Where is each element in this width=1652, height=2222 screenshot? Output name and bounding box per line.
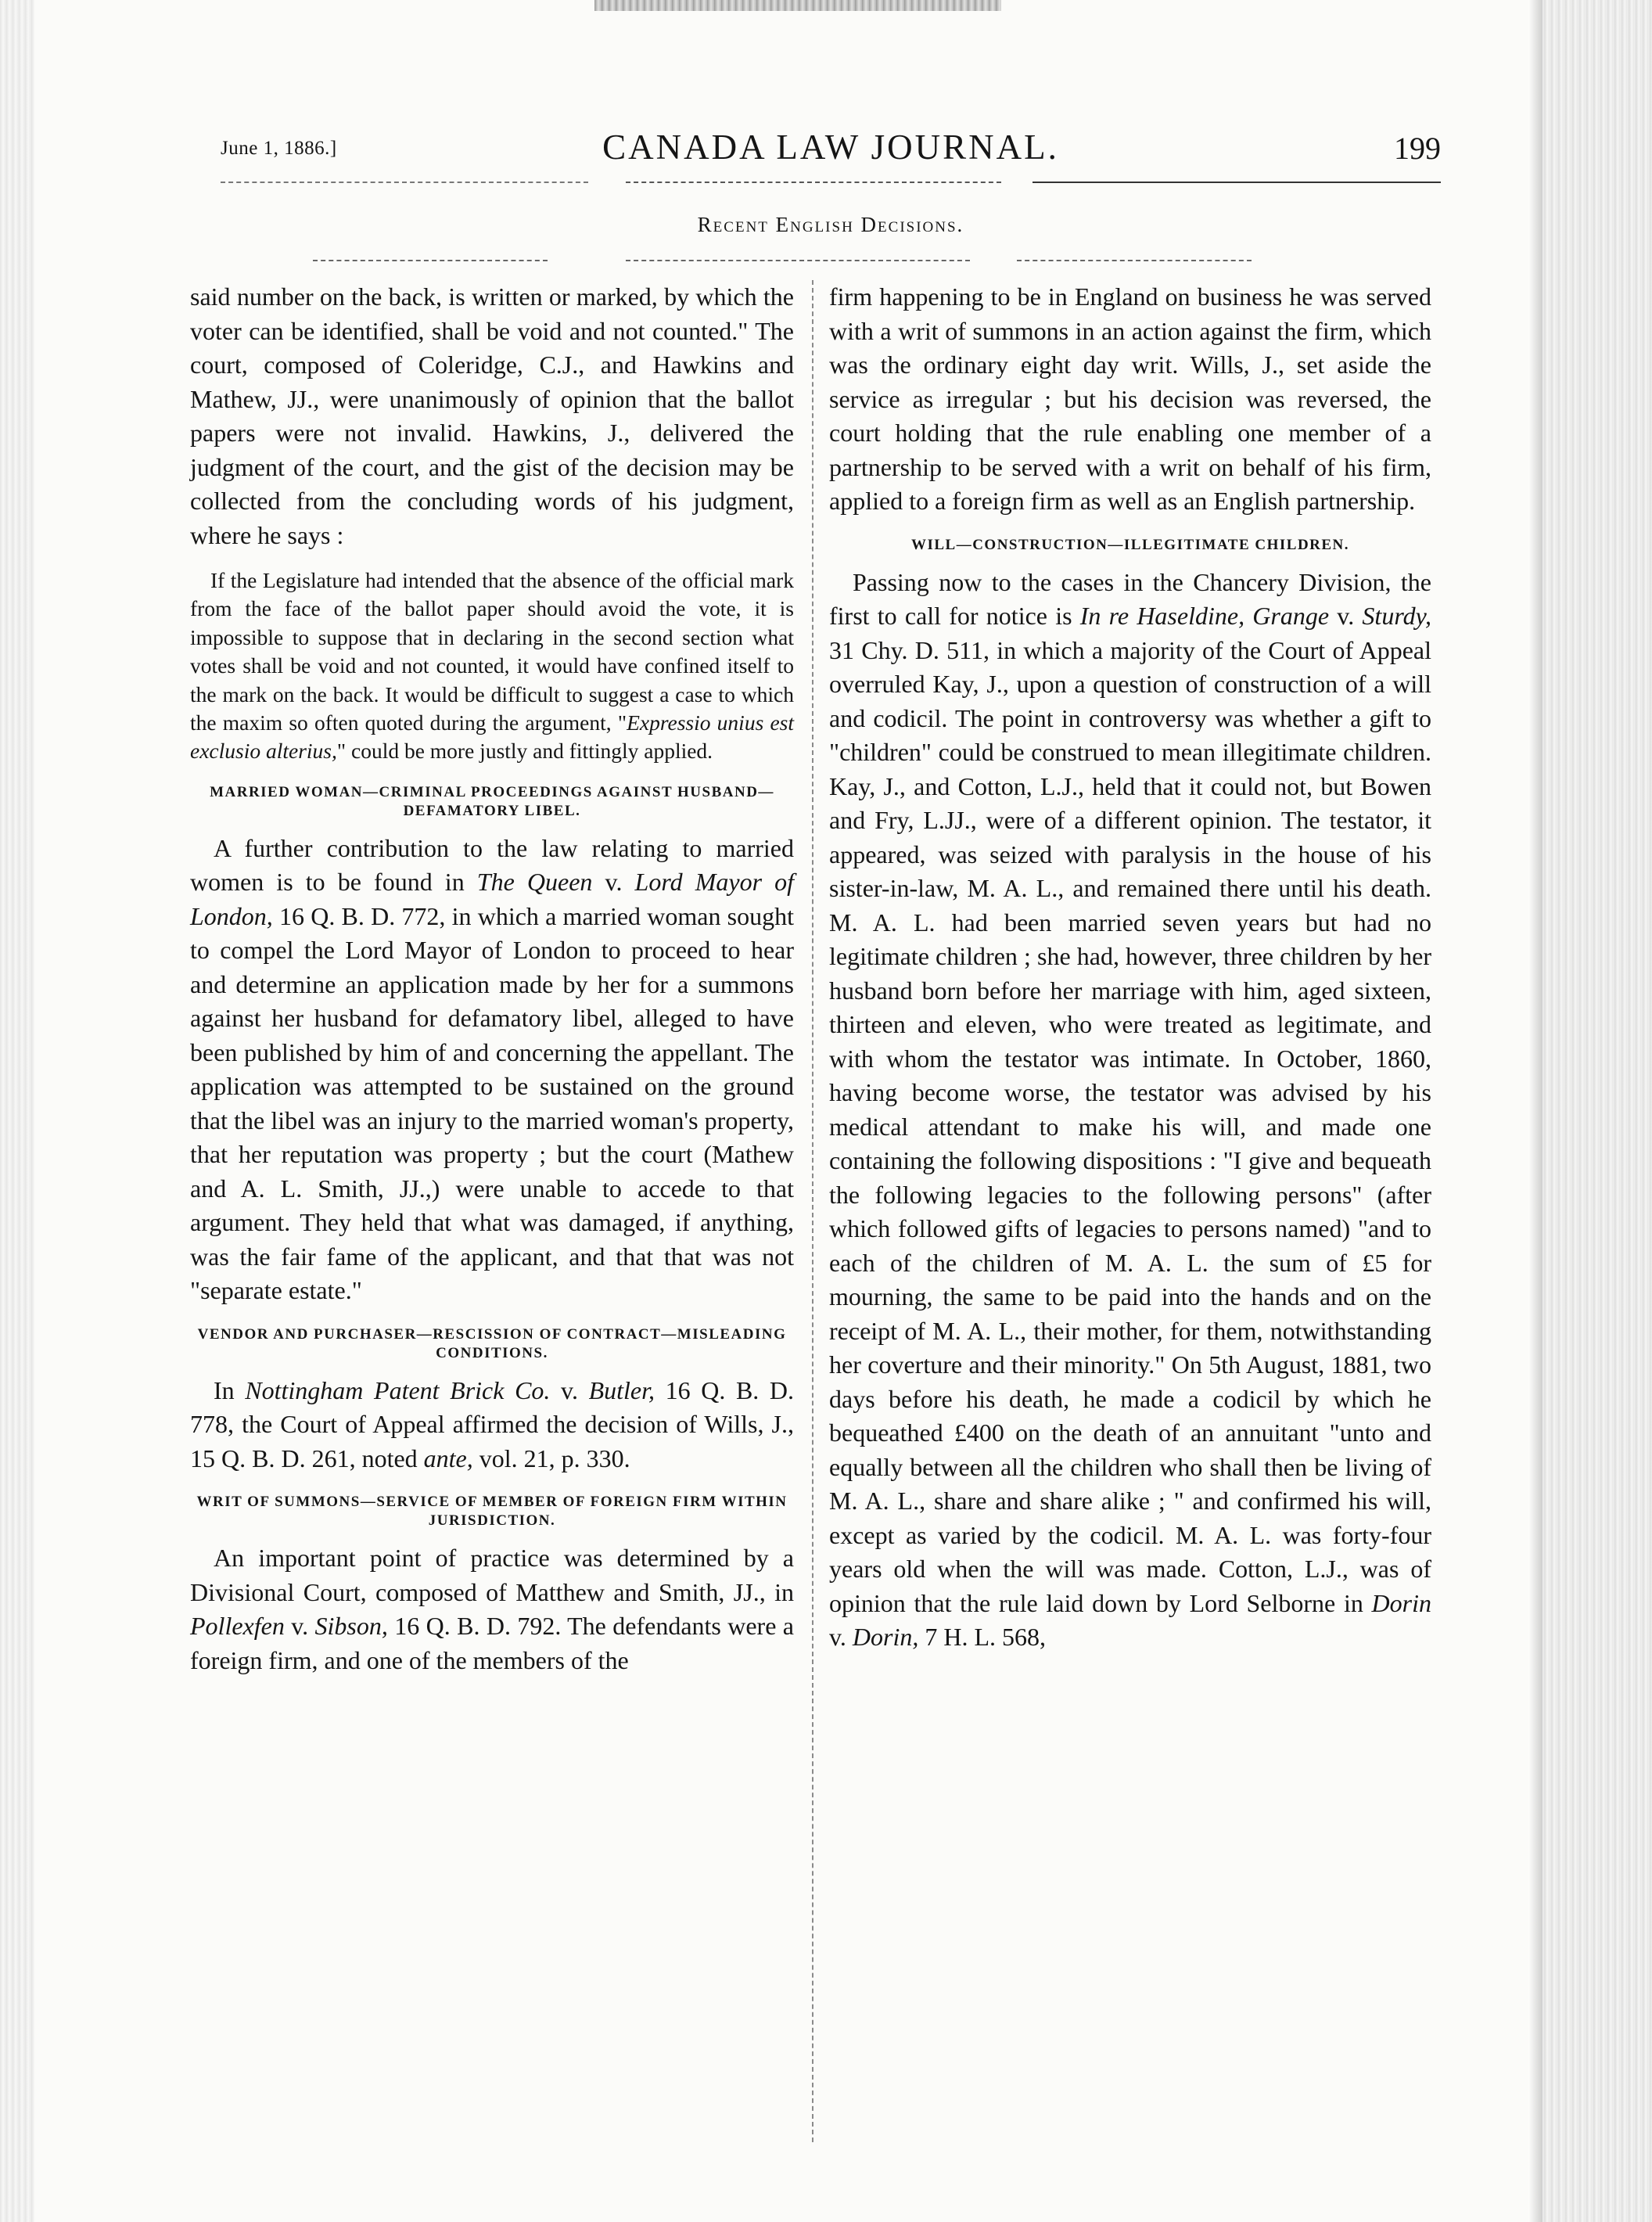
header-rule bbox=[221, 182, 588, 183]
left-column bbox=[190, 280, 794, 1677]
case-name: Pollexfen bbox=[190, 1612, 285, 1641]
paragraph-text: v. bbox=[592, 868, 635, 897]
case-name: Sibson, bbox=[314, 1612, 388, 1641]
paragraph bbox=[190, 1541, 794, 1677]
right-column bbox=[829, 280, 1431, 1655]
paragraph-text: v. bbox=[1329, 602, 1363, 630]
case-name: Sturdy, bbox=[1362, 602, 1432, 630]
paragraph-text: In bbox=[214, 1375, 246, 1404]
paragraph-text: An important point of practice was determined by a Divisional Court, composed of Matthew and Smith, JJ., in bbox=[190, 1544, 794, 1606]
paragraph-text: 16 Q. B. D. 792. The defendants were a foreign firm, and one of the members of the bbox=[190, 1612, 795, 1674]
paragraph-text: Passing now to the cases in the Chancery Division, the first to call for notice is bbox=[829, 567, 1431, 630]
section-rule bbox=[313, 260, 548, 261]
quote-text: If the Legislature had intended that the absence of the official mark from the face of the ballot paper should avoid the vote, it is impossible to suppose that in declaring in the second section what votes shall be void and not counted, it would have confined itself to the mark on the back. It would be difficult to suggest a case to which the maxim so often quoted during the argument, " bbox=[190, 568, 794, 735]
block-quote bbox=[190, 566, 794, 766]
latin-maxim: Expressio unius est exclusio alterius, bbox=[190, 710, 794, 764]
paragraph bbox=[829, 566, 1431, 1655]
case-name: Butler, bbox=[588, 1375, 655, 1404]
paragraph bbox=[190, 832, 794, 1308]
page-header bbox=[221, 119, 1441, 182]
paragraph-text: 7 H. L. 568, bbox=[918, 1623, 1047, 1651]
case-name: Dorin, bbox=[852, 1623, 919, 1651]
paragraph bbox=[190, 1374, 794, 1476]
section-heading: Recent English Decisions. bbox=[697, 213, 964, 236]
paragraph-text: v. bbox=[550, 1375, 589, 1404]
paragraph: said number on the back, is written or marked, by which the voter can be identified, shall be void and not counted." The court, composed of Coleridge, C.J., and Hawkins and Mathew, JJ., were unanimously of opinion that the ballot papers were not invalid. Hawkins, J., delivered the judgment of the court, and the gist of the decision may be collected from the concluding words of his judgment, where he says : bbox=[190, 282, 794, 549]
paragraph-text: 16 Q. B. D. 772, in which a married woman sought to compel the Lord Mayor of London to proceed to hear and determine an application made by her for a summons against her husband for defamatory libel, alleged to have been published by him of and concerning the appellant. The application was attempted to be sustained on the ground that the libel was an injury to the married woman's property, that her reputation was property ; but the court (Mathew and A. L. Smith, JJ.,) were unable to accede to that argument. They held that what was damaged, if anything, was the fair fame of the applicant, and that that was not "separate estate." bbox=[190, 901, 794, 1305]
section-rule bbox=[626, 260, 970, 261]
right-page-edge bbox=[1542, 0, 1652, 2222]
case-name: The Queen bbox=[476, 868, 593, 897]
case-subheading: WRIT OF SUMMONS—SERVICE OF MEMBER OF FOREIGN FIRM WITHIN JURISDICTION. bbox=[196, 1494, 788, 1530]
paragraph-text: 16 Q. B. D. 778, the Court of Appeal affirmed the decision of Wills, J., 15 Q. B. D. 261, noted bbox=[190, 1375, 795, 1472]
case-subheading: WILL—CONSTRUCTION—ILLEGITIMATE CHILDREN. bbox=[910, 536, 1350, 553]
case-name: Dorin bbox=[1371, 1588, 1431, 1617]
case-name: In re Haseldine, Grange bbox=[1079, 602, 1330, 630]
section-rule bbox=[1017, 260, 1252, 261]
page-fold-shadow bbox=[1528, 0, 1542, 2222]
quote-text: " could be more justly and fittingly applied. bbox=[336, 739, 713, 764]
column-divider bbox=[812, 280, 813, 2142]
case-name: Nottingham Patent Brick Co. bbox=[245, 1375, 551, 1404]
citation-ante: ante, bbox=[423, 1444, 473, 1472]
left-page-edge bbox=[0, 0, 34, 2222]
case-subheading: VENDOR AND PURCHASER—RESCISSION OF CONTRACT—MISLEADING CONDITIONS. bbox=[197, 1325, 787, 1361]
running-date: June 1, 1886.] bbox=[221, 138, 337, 159]
paragraph: firm happening to be in England on business he was served with a writ of summons in an action against the firm, which was the ordinary eight day writ. Wills, J., set aside the service as irregular ; but his decision was reversed, the court holding that the rule enabling one member of a partnership to be served with a writ on behalf of his firm, applied to a foreign firm as well as an English partnership. bbox=[829, 282, 1431, 515]
top-page-edge bbox=[594, 0, 1001, 11]
paragraph-text: A further contribution to the law relating to married women is to be found in bbox=[190, 833, 794, 897]
header-rule bbox=[1032, 182, 1441, 183]
paragraph-text: 31 Chy. D. 511, in which a majority of the Court of Appeal overruled Kay, J., upon a question of construction of a will and codicil. The point in controversy was whether a gift to "children" could be construed to mean illegitimate children. Kay, J., and Cotton, L.J., held that it could not, but Bowen and Fry, L.JJ., were of a different opinion. The testator, it appeared, was seized with paralysis in the house of his sister-in-law, M. A. L., and remained there until his death. M. A. L. had been married seven years but had no legitimate children ; she had, however, three children by her husband born before her marriage with him, aged sixteen, thirteen and eleven, who were treated as legitimate, and with whom the testator was intimate. In October, 1860, having become worse, the testator was advised by his medical attendant to make his will, and made one containing the following dispositions : "I give and bequeath the following legacies to the following persons" (after which followed gifts of legacies to persons named) "and to each of the children of M. A. L. the sum of £5 for mourning, the same to be paid into the hands and on the receipt of M. A. L., their mother, for them, notwithstanding her coverture and their minority." On 5th August, 1881, two days before his death, he made a codicil by which he bequeathed £400 on the death of an annuitant "unto and equally between all the children who shall then be living of M. A. L., share and share alike ; " and confirmed his will, except as varied by the codicil. M. A. L. was forty-four years old when the will was made. Cotton, L.J., was of opinion that the rule laid down by Lord Selborne in bbox=[829, 635, 1431, 1617]
journal-title: CANADA LAW JOURNAL. bbox=[602, 128, 1059, 167]
page-number: 199 bbox=[1394, 131, 1441, 166]
paragraph-text: vol. 21, p. 330. bbox=[472, 1444, 630, 1472]
case-subheading: MARRIED WOMAN—CRIMINAL PROCEEDINGS AGAINST HUSBAND—DEFAMATORY LIBEL. bbox=[210, 783, 774, 819]
header-rule bbox=[626, 182, 1001, 183]
case-name: Lord Mayor of London, bbox=[190, 868, 795, 930]
paragraph-text: v. bbox=[284, 1612, 315, 1641]
paragraph-text: v. bbox=[829, 1623, 853, 1651]
